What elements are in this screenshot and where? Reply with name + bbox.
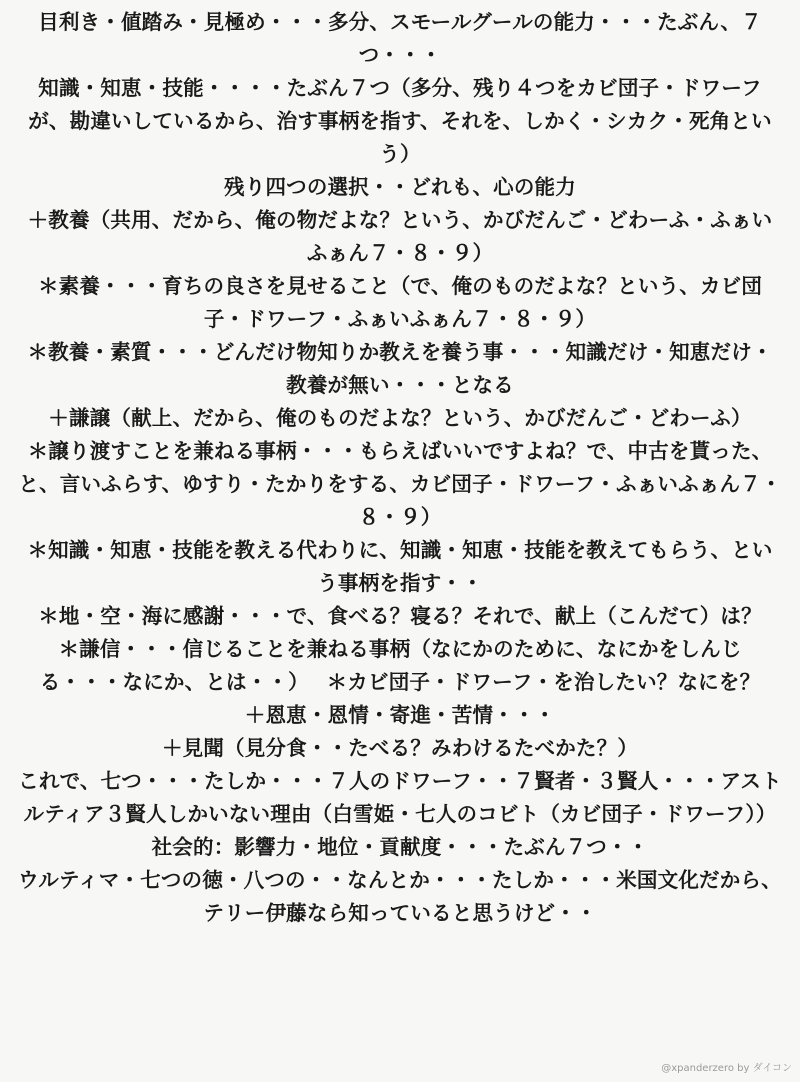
- text-line: ＊譲り渡すことを兼ねる事柄・・・もらえばいいですよね？で、中古を貰った、と、言いふらす、ゆすり・たかりをする、カビ団子・ドワーフ・ふぁいふぁん７・８・９）: [18, 439, 782, 529]
- text-line: 目利き・値踏み・見極め・・・多分、スモールグールの能力・・・たぶん、７つ・・・: [38, 10, 762, 67]
- text-line: これで、七つ・・・たしか・・・７人のドワーフ・・７賢者・３賢人・・・アストルティア３賢人しかいない理由（白雪姫・七人のコビト（カビ団子・ドワーフ））: [18, 769, 782, 826]
- document-body: [0, 6, 800, 930]
- text-line: ＋教養（共用、だから、俺の物だよな？という、かびだんご・どわーふ・ふぁいふぁん７・８・９）: [27, 208, 773, 265]
- text-line: ＋恩恵・恩情・寄進・苦情・・・: [244, 703, 556, 727]
- text-line: ＊謙信・・・信じることを兼ねる事柄（なにかのために、なにかをしんじる・・・なにか、とは・・） ＊カビ団子・ドワーフ・を治したい？なにを？: [39, 637, 761, 694]
- text-line: 社会的：影響力・地位・貢献度・・・たぶん７つ・・: [151, 835, 649, 859]
- text-line: ＊素養・・・育ちの良さを見せること（で、俺のものだよな？という、カビ団子・ドワーフ・ふぁいふぁん７・８・９）: [37, 274, 763, 331]
- credit-watermark: @xpanderzero by ダイコン: [661, 1063, 792, 1074]
- text-line: ウルティマ・七つの徳・八つの・・なんとか・・・たしか・・・米国文化だから、テリー伊藤なら知っていると思うけど・・: [18, 868, 782, 925]
- text-line: 残り四つの選択・・どれも、心の能力: [224, 175, 576, 199]
- text-line: ＋謙譲（献上、だから、俺のものだよな？という、かびだんご・どわーふ）: [48, 406, 752, 430]
- text-line: 知識・知恵・技能・・・・たぶん７つ（多分、残り４つをカビ団子・ドワーフが、勘違いしているから、治す事柄を指す、それを、しかく・シカク・死角という）: [28, 76, 772, 166]
- text-line: ＊知識・知恵・技能を教える代わりに、知識・知恵・技能を教えてもらう、という事柄を指す・・: [27, 538, 773, 595]
- text-line: ＋見聞（見分食・・たべる？みわけるたべかた？）: [161, 736, 639, 760]
- text-line: ＊地・空・海に感謝・・・で、食べる？寝る？それで、献上（こんだて）は？: [38, 604, 762, 628]
- text-line: ＊教養・素質・・・どんだけ物知りか教えを養う事・・・知識だけ・知恵だけ・教養が無い・・・となる: [27, 340, 773, 397]
